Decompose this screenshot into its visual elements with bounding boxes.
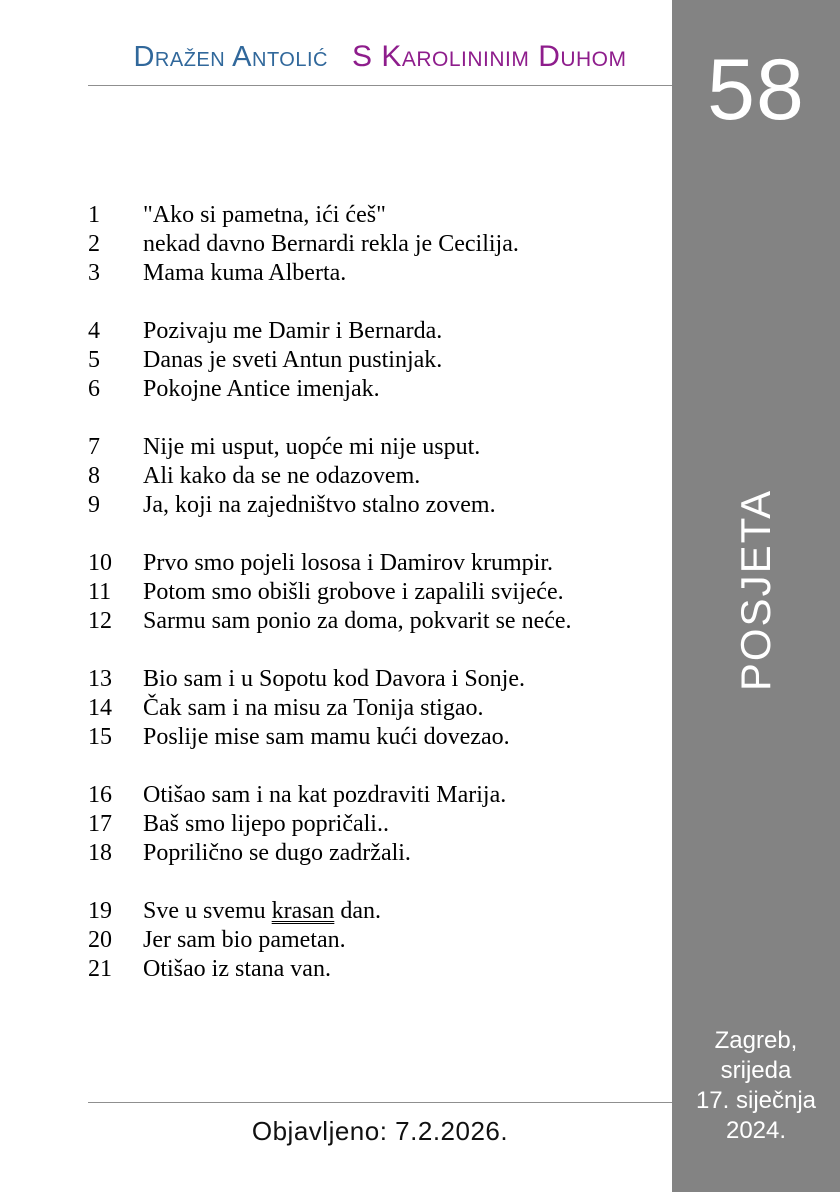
line-number: 13 <box>88 666 112 692</box>
line-text <box>143 781 506 810</box>
poem-line <box>88 230 648 259</box>
line-number: 1 <box>88 202 100 228</box>
line-text-segment: Sarmu sam ponio za doma, pokvarit se neće. <box>143 608 572 634</box>
line-text-segment: Danas je sveti Antun pustinjak. <box>143 347 443 373</box>
line-text-segment: nekad davno Bernardi rekla je Cecilija. <box>143 231 519 257</box>
poem-line <box>88 839 648 868</box>
line-text <box>143 375 380 404</box>
line-text-segment: Mama kuma Alberta. <box>143 260 347 286</box>
line-text-segment: Bio sam i u Sopotu kod Davora i Sonje. <box>143 666 525 692</box>
location-date-line: Zagreb, <box>714 1027 798 1054</box>
page-number: 58 <box>707 42 805 138</box>
published-date: Objavljeno: 7.2.2026. <box>251 1116 509 1146</box>
line-number: 15 <box>88 724 112 750</box>
poem-line <box>88 433 648 462</box>
line-text <box>143 549 553 578</box>
line-text <box>143 607 572 636</box>
line-text-segment: Potom smo obišli grobove i zapalili svijeće. <box>143 579 564 605</box>
line-text-segment: Nije mi usput, uopće mi nije usput. <box>143 434 481 460</box>
line-number: 2 <box>88 231 100 257</box>
book-title: S Karolininim Duhom <box>351 40 627 73</box>
line-number: 7 <box>88 434 100 460</box>
stanza <box>88 897 648 984</box>
stanza <box>88 317 648 404</box>
line-number: 6 <box>88 376 100 402</box>
line-text-segment: Ja, koji na zajedništvo stalno zovem. <box>143 492 496 518</box>
line-text-segment: dan. <box>334 898 381 924</box>
footer-divider <box>88 1102 672 1103</box>
poem-line <box>88 491 648 520</box>
poem-line <box>88 897 648 926</box>
line-text-segment: Pokojne Antice imenjak. <box>143 376 380 402</box>
line-number: 12 <box>88 608 112 634</box>
poem-body <box>88 201 648 1013</box>
line-text-segment: Sve u svemu <box>143 898 272 924</box>
header-divider <box>88 85 672 86</box>
line-text <box>143 839 411 868</box>
line-number: 9 <box>88 492 100 518</box>
author-name: Dražen Antolić <box>133 41 328 73</box>
line-text-segment: Poslije mise sam mamu kući dovezao. <box>143 724 510 750</box>
line-text-segment: Ali kako da se ne odazovem. <box>143 463 421 489</box>
poem-line <box>88 549 648 578</box>
poem-line <box>88 955 648 984</box>
poem-line <box>88 607 648 636</box>
poem-line <box>88 462 648 491</box>
line-number: 20 <box>88 927 112 953</box>
poem-line <box>88 259 648 288</box>
line-number: 8 <box>88 463 100 489</box>
poem-line <box>88 723 648 752</box>
poem-line <box>88 317 648 346</box>
sidebar <box>672 0 840 1192</box>
line-text <box>143 346 442 375</box>
poem-line <box>88 781 648 810</box>
line-text-segment: Pozivaju me Damir i Bernarda. <box>143 318 443 344</box>
poem-line <box>88 201 648 230</box>
line-number: 3 <box>88 260 100 286</box>
line-number: 17 <box>88 811 112 837</box>
poem-line <box>88 665 648 694</box>
line-text-segment: Baš smo lijepo popričali.. <box>143 811 389 837</box>
stanza <box>88 201 648 288</box>
location-date-line: srijeda <box>720 1057 792 1084</box>
line-text <box>143 955 331 984</box>
line-number: 21 <box>88 956 112 982</box>
line-text <box>143 433 480 462</box>
location-date-line: 2024. <box>725 1117 787 1144</box>
line-text <box>143 723 510 752</box>
line-text <box>143 230 519 259</box>
underlined-word: krasan <box>271 898 335 924</box>
line-text <box>143 462 420 491</box>
line-number: 10 <box>88 550 112 576</box>
line-number: 19 <box>88 898 112 924</box>
stanza <box>88 781 648 868</box>
line-number: 5 <box>88 347 100 373</box>
poem-line <box>88 926 648 955</box>
location-date <box>672 1026 840 1146</box>
line-text <box>143 665 525 694</box>
line-text-segment: "Ako si pametna, ići ćeš" <box>143 202 386 228</box>
poem-line <box>88 810 648 839</box>
line-text <box>143 694 484 723</box>
line-number: 4 <box>88 318 100 344</box>
line-text <box>143 897 381 926</box>
line-text <box>143 201 386 230</box>
page-header <box>88 42 672 72</box>
line-number: 11 <box>88 579 112 605</box>
stanza <box>88 433 648 520</box>
line-text-segment: Otišao sam i na kat pozdraviti Marija. <box>143 782 507 808</box>
line-text-segment: Poprilično se dugo zadržali. <box>143 840 411 866</box>
line-number: 16 <box>88 782 112 808</box>
line-text <box>143 491 496 520</box>
line-text-segment: Čak sam i na misu za Tonija stigao. <box>143 695 484 721</box>
line-text-segment: Jer sam bio pametan. <box>143 927 346 953</box>
line-number: 18 <box>88 840 112 866</box>
poem-line <box>88 375 648 404</box>
line-text <box>143 926 346 955</box>
line-text <box>143 259 346 288</box>
poem-line <box>88 578 648 607</box>
line-text <box>143 810 389 839</box>
stanza <box>88 549 648 636</box>
line-number: 14 <box>88 695 112 721</box>
poem-line <box>88 694 648 723</box>
poem-title-vertical: POSJETA <box>732 488 779 692</box>
line-text <box>143 317 442 346</box>
line-text-segment: Prvo smo pojeli lososa i Damirov krumpir. <box>143 550 553 576</box>
line-text-segment: Otišao iz stana van. <box>143 956 331 982</box>
line-text <box>143 578 564 607</box>
stanza <box>88 665 648 752</box>
poem-line <box>88 346 648 375</box>
location-date-line: 17. siječnja <box>695 1087 817 1114</box>
